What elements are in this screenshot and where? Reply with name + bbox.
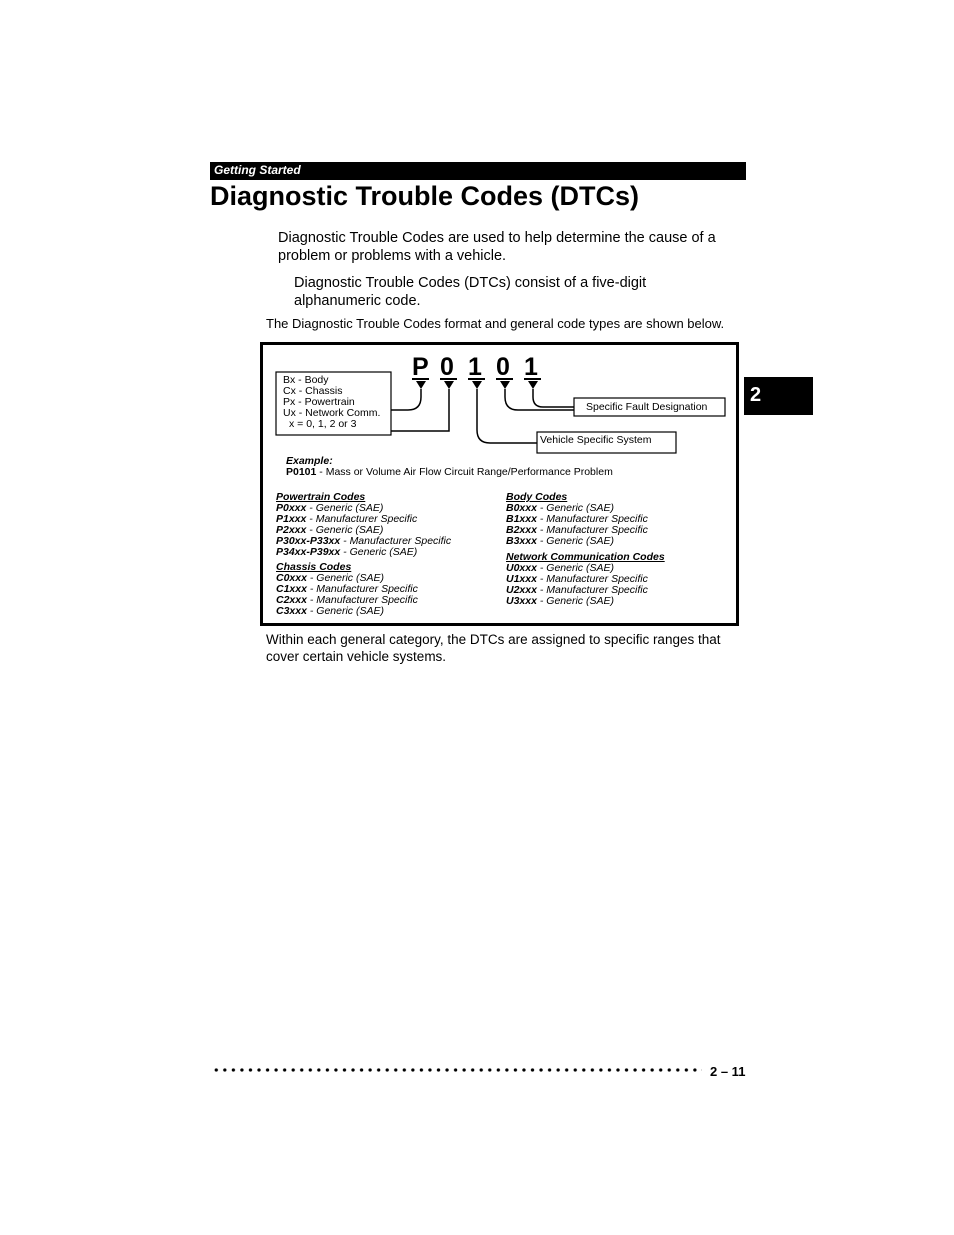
page-number: 2 – 11 [710,1064,746,1079]
code-item: P2xxx - Generic (SAE) [276,524,384,536]
code-item: C0xxx - Generic (SAE) [276,572,384,584]
example-block [286,456,613,478]
code-item: B0xxx - Generic (SAE) [506,502,614,514]
category-body: Bx - Body [283,374,329,386]
code-item: P30xx-P33xx - Manufacturer Specific [276,535,452,547]
code-item: C2xxx - Manufacturer Specific [276,594,418,606]
code-item: U1xxx - Manufacturer Specific [506,573,648,585]
closing-paragraph: Within each general category, the DTCs are assigned to specific ranges that cover certain vehicle systems. [266,632,721,664]
category-powertrain: Px - Powertrain [283,396,355,408]
code-item: P1xxx - Manufacturer Specific [276,513,418,525]
code-item: C1xxx - Manufacturer Specific [276,583,418,595]
dot-leader [212,1063,702,1077]
category-x-note: x = 0, 1, 2 or 3 [289,418,357,430]
example-label: Example: [286,455,333,467]
dtc-digit-5: 1 [524,353,538,381]
code-item: U3xxx - Generic (SAE) [506,595,614,607]
chapter-tab [744,377,813,415]
dtc-format-diagram [260,342,739,626]
code-item: C3xxx - Generic (SAE) [276,605,384,617]
arrow-heads [416,381,538,389]
body-codes-title: Body Codes [506,491,568,503]
section-header-label: Getting Started [214,163,301,177]
code-item: B1xxx - Manufacturer Specific [506,513,648,525]
category-chassis: Cx - Chassis [283,385,343,397]
code-item: U0xxx - Generic (SAE) [506,562,614,574]
dtc-digit-4: 0 [496,353,510,381]
network-codes-title: Network Communication Codes [506,551,665,563]
code-item: B3xxx - Generic (SAE) [506,535,614,547]
example-line [286,467,613,478]
example-code: P0101 [286,466,317,478]
vehicle-system-label: Vehicle Specific System [540,434,652,446]
intro-paragraph-3: The Diagnostic Trouble Codes format and general code types are shown below. [266,316,725,331]
page-title: Diagnostic Trouble Codes (DTCs) [210,181,640,211]
code-column-right [506,492,665,607]
chassis-codes-title: Chassis Codes [276,561,352,573]
powertrain-codes-title: Powertrain Codes [276,491,366,503]
code-item: P0xxx - Generic (SAE) [276,502,384,514]
code-item: P34xx-P39xx - Generic (SAE) [276,546,418,558]
category-network: Ux - Network Comm. [283,407,381,419]
intro-paragraph-1: Diagnostic Trouble Codes are used to help determine the cause of a problem or problems with a vehicle. [278,230,716,264]
code-item: B2xxx - Manufacturer Specific [506,524,648,536]
fault-designation-label: Specific Fault Designation [586,401,708,413]
chapter-tab-number: 2 [750,384,762,406]
dtc-digit-2: 0 [440,353,454,381]
dtc-digit-3: 1 [468,353,482,381]
code-item: U2xxx - Manufacturer Specific [506,584,648,596]
dtc-digit-1: P [412,353,429,381]
example-description: - Mass or Volume Air Flow Circuit Range/Performance Problem [316,466,613,478]
intro-paragraph-2: Diagnostic Trouble Codes (DTCs) consist of a five-digit alphanumeric code. [294,275,647,309]
section-header-bar [210,162,746,180]
code-column-left [276,492,451,617]
